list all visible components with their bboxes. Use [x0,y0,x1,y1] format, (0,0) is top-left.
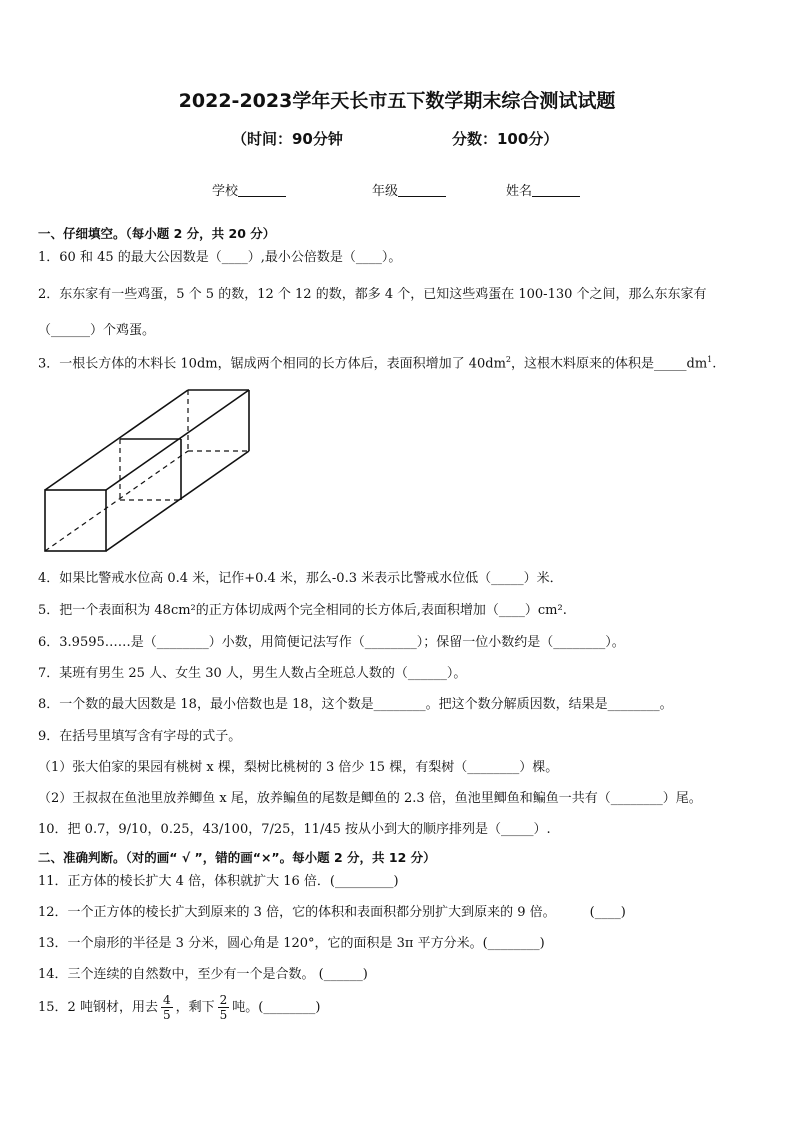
cuboid-top-right-edge [106,390,249,490]
school-label: 学校 [212,184,239,199]
question-9-part-1: （1）张大伯家的果园有桃树 x 棵，梨树比桃树的 3 倍少 15 棵，有梨树（________）棵。 [38,760,559,775]
question-7: 7．某班有男生 25 人、女生 30 人，男生人数占全班总人数的（______）。 [38,666,467,681]
grade-blank [398,184,446,197]
fraction-2-numerator: 2 [219,993,228,1007]
question-13: 13．一个扇形的半径是 3 分米，圆心角是 120°，它的面积是 3π 平方分米。(________) [38,936,545,951]
question-3 [38,355,716,372]
question-5: 5．把一个表面积为 48cm²的正方体切成两个完全相同的长方体后,表面积增加（____）cm². [38,603,567,618]
cuboid-front-face [45,490,106,551]
q15-text-2: ，剩下 [175,1000,215,1015]
q15-text-1: 15．2 吨钢材，用去 [38,1000,158,1015]
fraction-four-fifths [161,994,173,1021]
question-1: 1．60 和 45 的最大公因数是（____）,最小公倍数是（____）。 [38,250,402,265]
question-11: 11．正方体的棱长扩大 4 倍，体积就扩大 16 倍．(_________) [38,874,399,889]
fraction-1-numerator: 4 [162,993,171,1007]
grade-label: 年级 [372,184,399,199]
time-label: （时间：90分钟 [232,130,343,148]
question-2-line1: 2．东东家有一些鸡蛋，5 个 5 的数，12 个 12 的数，都多 4 个，已知这些鸡蛋在 100-130 个之间，那么东东家有 [38,287,707,302]
question-6: 6．3.9595……是（________）小数，用简便记法写作（________）；保留一位小数约是（________）。 [38,635,625,650]
page-title: 2022-2023学年天长市五下数学期末综合测试试题 [178,90,616,112]
question-8: 8．一个数的最大因数是 18，最小倍数也是 18，这个数是________。把这个数分解质因数，结果是________。 [38,697,673,712]
name-label: 姓名 [506,184,533,199]
q12-answer-blank: (____) [589,905,626,920]
question-9-part-2: （2）王叔叔在鱼池里放养鲫鱼 x 尾，放养鳊鱼的尾数是鲫鱼的 2.3 倍，鱼池里鲫鱼和鳊鱼一共有（________）尾。 [38,791,702,806]
question-14: 14．三个连续的自然数中，至少有一个是合数。 (______) [38,967,368,982]
question-4: 4．如果比警戒水位高 0.4 米，记作+0.4 米，那么-0.3 米表示比警戒水位低（_____）米． [38,571,563,586]
q15-text-3: 吨。(________) [232,1000,321,1015]
fraction-1-denominator: 5 [162,1008,171,1022]
cuboid-top-left-edge [45,390,188,490]
question-15 [38,994,320,1021]
cuboid-figure [40,385,255,557]
section-1-heading: 一、仔细填空。（每小题 2 分，共 20 分） [38,226,276,241]
grade-field [372,180,446,199]
fraction-2-denominator: 5 [219,1008,228,1022]
school-blank [238,184,286,197]
name-blank [532,184,580,197]
q12-text: 12．一个正方体的棱长扩大到原来的 3 倍，它的体积和表面积都分别扩大到原来的 9 倍。 [38,905,556,920]
school-field [212,180,286,199]
question-10: 10．把 0.7，9/10，0.25，43/100，7/25，11/45 按从小到大的顺序排列是（_____）. [38,822,551,837]
section-2-heading: 二、准确判断。（对的画“ √ ”，错的画“×”。每小题 2 分，共 12 分） [38,850,436,865]
fraction-two-fifths [218,994,230,1021]
q3-superscript-2: 1 [707,355,713,364]
q3-text-2: ，这根木料原来的体积是_____dm [511,356,708,372]
question-12 [38,905,626,921]
q3-text-3: . [712,356,717,372]
hidden-bottom-left-edge [45,451,188,551]
question-9: 9．在括号里填写含有字母的式子。 [38,729,242,744]
cuboid-bottom-right-edge [106,451,249,551]
name-field [506,180,580,199]
q3-superscript-1: 2 [505,355,512,364]
q3-text-1: 3．一根长方体的木料长 10dm，锯成两个相同的长方体后，表面积增加了 40dm [38,356,506,372]
question-2-line2: （______）个鸡蛋。 [38,323,156,338]
score-label: 分数：100分） [452,130,559,148]
